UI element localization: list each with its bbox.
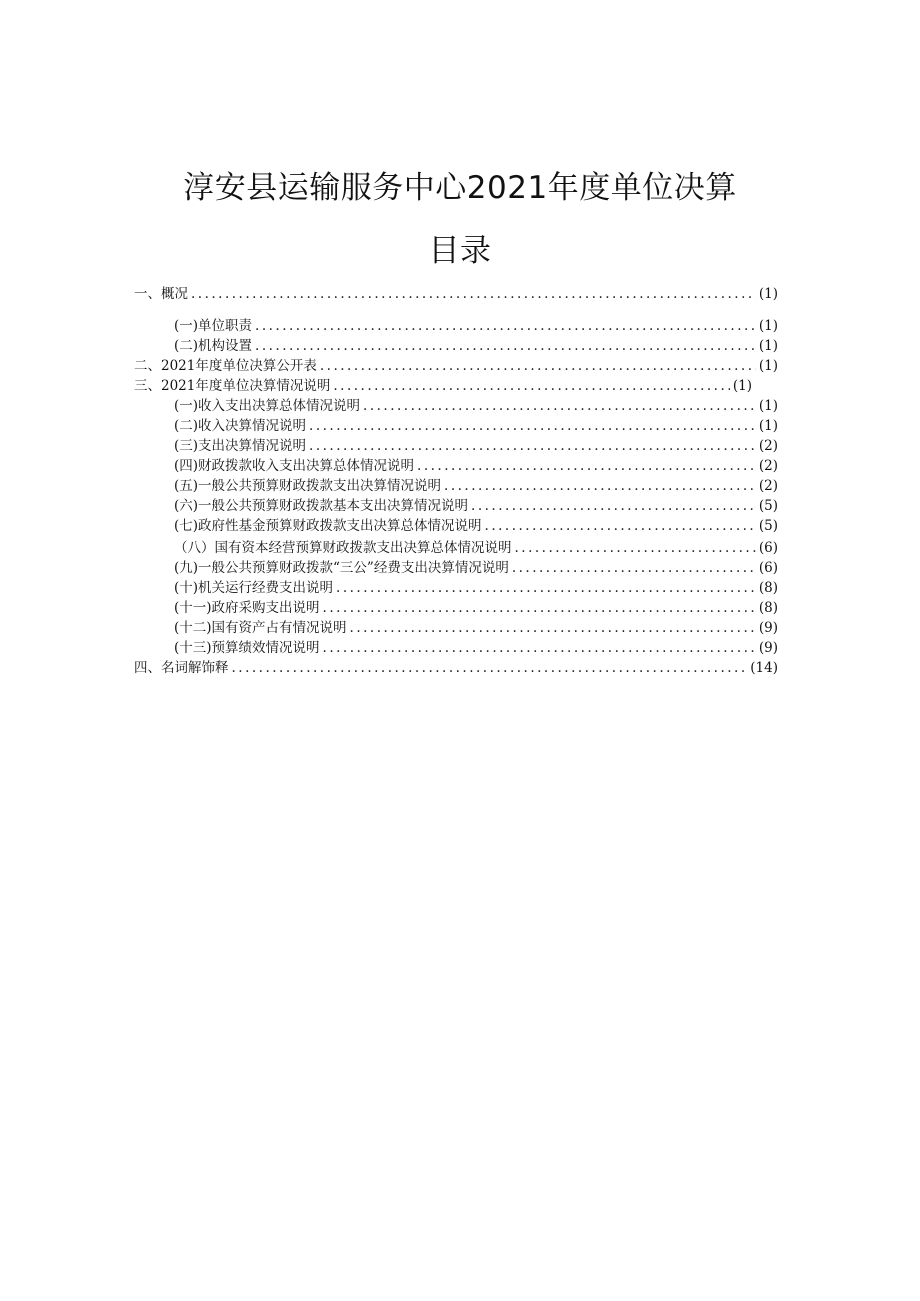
toc-entry[interactable] <box>174 436 778 456</box>
toc-entry-label: (四)财政拨款收入支出决算总体情况说明 <box>174 458 415 474</box>
toc-entry-label: 一、概况 <box>134 286 188 302</box>
toc-dot-leader <box>255 336 756 356</box>
toc-dot-leader <box>309 416 756 436</box>
toc-dot-leader <box>350 618 756 638</box>
toc-entry-page-number: (8) <box>758 580 778 596</box>
toc-dot-leader <box>336 578 756 598</box>
toc-entry-page-number: (1) <box>758 358 778 374</box>
toc-entry-label: (十二)国有资产占有情况说明 <box>174 620 347 636</box>
toc-entry-label: (六)一般公共预算财政拨款基本支出决算情况说明 <box>174 498 469 514</box>
toc-entry-page-number: (6) <box>758 560 778 576</box>
toc-entry-page-number: (14) <box>750 660 778 676</box>
document-title: 淳安县运输服务中心2021年度单位决算 <box>183 170 737 206</box>
toc-entry-label: (三)支出决算情况说明 <box>174 438 307 454</box>
toc-entry-page-number: (5) <box>758 498 778 514</box>
toc-entry[interactable] <box>174 618 778 638</box>
toc-heading: 目录 <box>428 233 492 269</box>
toc-dot-leader <box>323 638 756 658</box>
toc-dot-leader <box>417 456 756 476</box>
toc-dot-leader <box>444 476 756 496</box>
toc-entry-label: (七)政府性基金预算财政拨款支出决算总体情况说明 <box>174 518 482 534</box>
toc-dot-leader <box>363 396 756 416</box>
toc-entry-page-number: (1) <box>758 398 778 414</box>
toc-entry-label: (十)机关运行经费支出说明 <box>174 580 334 596</box>
toc-entry[interactable] <box>174 638 778 658</box>
toc-entry-label: (九)一般公共预算财政拨款“三公”经费支出决算情况说明 <box>174 560 509 576</box>
toc-dot-leader <box>191 284 756 304</box>
toc-entry[interactable] <box>174 316 778 336</box>
toc-entry-page-number: (6) <box>758 540 778 556</box>
toc-entry-page-number: (5) <box>758 518 778 534</box>
toc-entry-label: (一)单位职责 <box>174 318 253 334</box>
toc-entry-page-number: (2) <box>758 478 778 494</box>
toc-entry[interactable] <box>174 496 778 516</box>
toc-entry[interactable] <box>174 598 778 618</box>
toc-entry-page-number: (1) <box>732 378 752 394</box>
toc-entry-page-number: (2) <box>758 438 778 454</box>
toc-entry-page-number: (1) <box>758 338 778 354</box>
toc-entry[interactable] <box>134 356 778 376</box>
toc-entry-page-number: (8) <box>758 600 778 616</box>
toc-entry-label: （八）国有资本经营预算财政拨款支出决算总体情况说明 <box>174 540 512 556</box>
toc-entry[interactable] <box>134 376 752 396</box>
toc-dot-leader <box>471 496 756 516</box>
toc-dot-leader <box>320 356 756 376</box>
toc-entry[interactable] <box>174 516 778 536</box>
toc-entry[interactable] <box>134 284 778 304</box>
toc-entry-label: (五)一般公共预算财政拨款支出决算情况说明 <box>174 478 442 494</box>
toc-entry-page-number: (1) <box>758 418 778 434</box>
toc-entry[interactable] <box>174 396 778 416</box>
toc-entry-label: (二)机构设置 <box>174 338 253 354</box>
toc-entry-page-number: (9) <box>758 640 778 656</box>
toc-entry[interactable] <box>134 658 778 678</box>
toc-dot-leader <box>232 658 748 678</box>
toc-dot-leader <box>512 558 756 578</box>
toc-entry[interactable] <box>174 336 778 356</box>
toc-dot-leader <box>333 376 730 396</box>
toc-entry-page-number: (2) <box>758 458 778 474</box>
toc-entry-label: 二、2021年度单位决算公开表 <box>134 358 317 374</box>
toc-entry-label: 四、名词解饰释 <box>134 660 229 676</box>
toc-entry-page-number: (9) <box>758 620 778 636</box>
toc-entry[interactable] <box>174 476 778 496</box>
toc-entry[interactable] <box>174 578 778 598</box>
toc-entry-label: (十一)政府采购支出说明 <box>174 600 320 616</box>
toc-dot-leader <box>485 516 756 536</box>
toc-dot-leader <box>515 538 756 558</box>
toc-entry[interactable] <box>174 538 778 558</box>
toc-entry[interactable] <box>174 416 778 436</box>
toc-dot-leader <box>323 598 756 618</box>
toc-entry-label: (一)收入支出决算总体情况说明 <box>174 398 361 414</box>
toc-entry[interactable] <box>174 558 778 578</box>
toc-entry-label: (二)收入决算情况说明 <box>174 418 307 434</box>
toc-dot-leader <box>255 316 756 336</box>
toc-entry-page-number: (1) <box>758 286 778 302</box>
toc-entry[interactable] <box>174 456 778 476</box>
toc-entry-label: (十三)预算绩效情况说明 <box>174 640 320 656</box>
toc-entry-page-number: (1) <box>758 318 778 334</box>
toc-entry-label: 三、2021年度单位决算情况说明 <box>134 378 331 394</box>
toc-dot-leader <box>309 436 756 456</box>
